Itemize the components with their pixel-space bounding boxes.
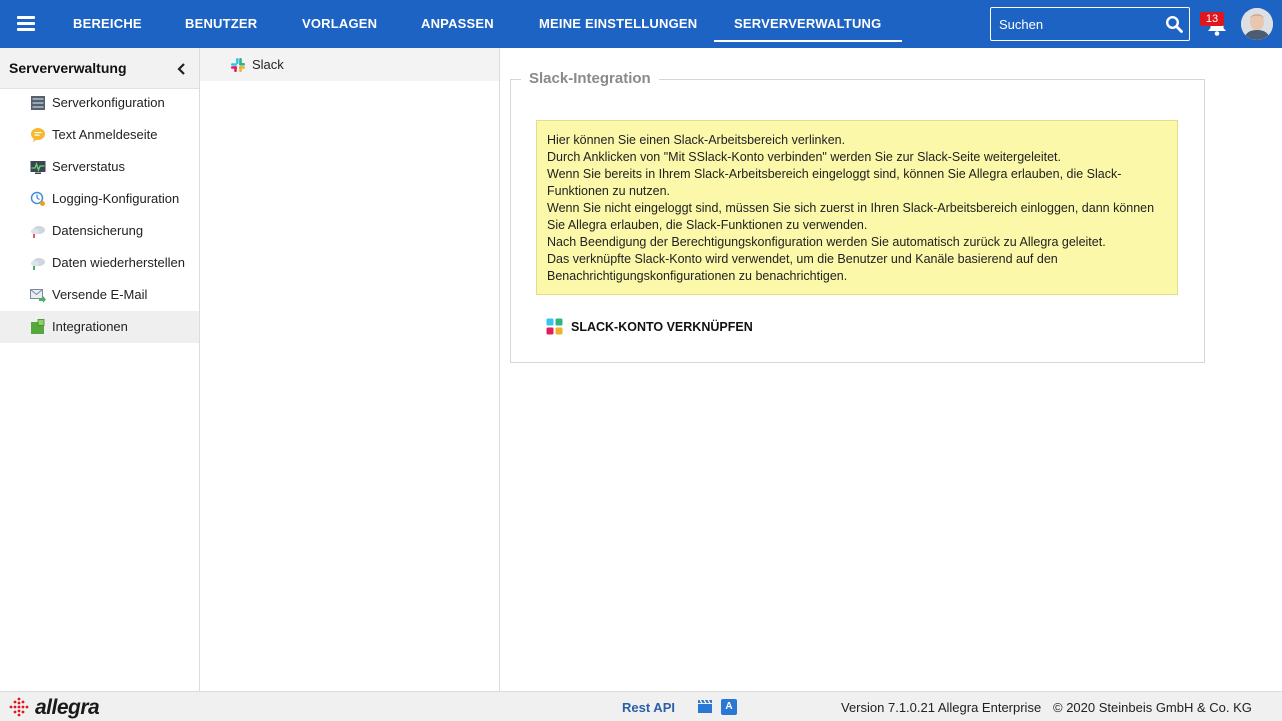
info-text-line: Hier können Sie einen Slack-Arbeitsbereich verlinken.: [547, 133, 846, 147]
connect-slack-label: SLACK-KONTO VERKNÜPFEN: [571, 320, 753, 334]
logging-icon: [30, 191, 46, 207]
sidebar-item-logging-konfiguration[interactable]: [0, 183, 199, 215]
sidebar-title: Serververwaltung: [9, 60, 127, 76]
info-text-line: Wenn Sie nicht eingeloggt sind, müssen Sie sich zuerst in Ihren Slack-Arbeitsbereich einloggen, dann können Sie Allegra erlauben, die Slack-Funktionen zu verwenden.: [547, 201, 1155, 232]
panel-title: Slack-Integration: [521, 70, 659, 87]
hamburger-menu-icon[interactable]: [17, 16, 35, 32]
sidebar-item-label: Versende E-Mail: [52, 287, 148, 302]
sidebar-item-daten-wiederherstellen[interactable]: [0, 247, 199, 279]
sidebar-item-serverstatus[interactable]: [0, 151, 199, 183]
notification-badge: 13: [1200, 12, 1224, 26]
cloud-restore-icon: [30, 255, 46, 271]
sidebar-item-label: Daten wiederherstellen: [52, 255, 185, 270]
info-text-line: Wenn Sie bereits in Ihrem Slack-Arbeitsbereich eingeloggt sind, können Sie Allegra erlauben, die Slack-Funktionen zu nutzen.: [547, 167, 1122, 198]
sidebar-item-label: Integrationen: [52, 319, 128, 334]
sidebar-item-serverkonfiguration[interactable]: [0, 87, 199, 119]
search-input[interactable]: [991, 8, 1161, 40]
list-item-label: Slack: [252, 57, 284, 72]
nav-anpassen[interactable]: ANPASSEN: [421, 16, 494, 31]
nav-benutzer[interactable]: BENUTZER: [185, 16, 258, 31]
nav-meine-einstellungen[interactable]: MEINE EINSTELLUNGEN: [539, 16, 698, 31]
slack-icon: [230, 57, 246, 73]
nav-bereiche[interactable]: BEREICHE: [73, 16, 142, 31]
sidebar-item-integrationen[interactable]: [0, 311, 199, 343]
email-send-icon: [30, 287, 46, 303]
nav-vorlagen[interactable]: VORLAGEN: [302, 16, 378, 31]
speech-bubble-icon: [30, 127, 46, 143]
integrations-icon: [30, 319, 46, 335]
info-text-line: Das verknüpfte Slack-Konto wird verwendet, um die Benutzer und Kanäle basierend auf den Benachrichtigungskonfigurationen zu benachrichtigen.: [547, 252, 1058, 283]
sidebar-item-label: Logging-Konfiguration: [52, 191, 180, 206]
logo-text: allegra: [35, 696, 100, 719]
sidebar-item-label: Text Anmeldeseite: [52, 127, 158, 142]
sidebar-item-text-anmeldeseite[interactable]: [0, 119, 199, 151]
allegra-logo-icon: [8, 696, 30, 718]
info-text-line: Durch Anklicken von "Mit SSlack-Konto verbinden" werden Sie zur Slack-Seite weitergeleitet.: [547, 150, 1061, 164]
avatar[interactable]: [1241, 8, 1273, 40]
search-icon[interactable]: [1165, 15, 1183, 33]
sidebar-header: [0, 48, 199, 89]
list-item-slack[interactable]: [200, 48, 499, 81]
rest-api-link[interactable]: Rest API: [622, 700, 675, 715]
cloud-upload-icon: [30, 223, 46, 239]
user-avatar-icon: [1241, 8, 1273, 40]
top-navigation-bar: [0, 0, 1282, 48]
footer: [0, 691, 1282, 721]
slack-icon: [546, 318, 563, 335]
sidebar-item-label: Serverstatus: [52, 159, 125, 174]
sidebar-item-label: Serverkonfiguration: [52, 95, 165, 110]
server-config-icon: [30, 95, 46, 111]
app-a-icon[interactable]: A: [721, 699, 737, 715]
integration-list: [200, 48, 500, 691]
clapperboard-icon[interactable]: [697, 698, 713, 714]
nav-serververwaltung[interactable]: SERVERVERWALTUNG: [734, 0, 881, 48]
sidebar-item-label: Datensicherung: [52, 223, 144, 238]
chevron-left-icon[interactable]: [176, 62, 188, 76]
info-text-line: Nach Beendigung der Berechtigungskonfiguration werden Sie automatisch zurück zu Allegra geleitet.: [547, 235, 1106, 249]
monitor-status-icon: [30, 159, 46, 175]
search-box: [990, 7, 1190, 41]
info-box: [536, 120, 1178, 295]
sidebar: [0, 48, 200, 691]
copyright-text: © 2020 Steinbeis GmbH & Co. KG: [1053, 700, 1252, 715]
version-text: Version 7.1.0.21 Allegra Enterprise: [841, 700, 1042, 715]
sidebar-item-datensicherung[interactable]: [0, 215, 199, 247]
sidebar-item-versende-email[interactable]: [0, 279, 199, 311]
